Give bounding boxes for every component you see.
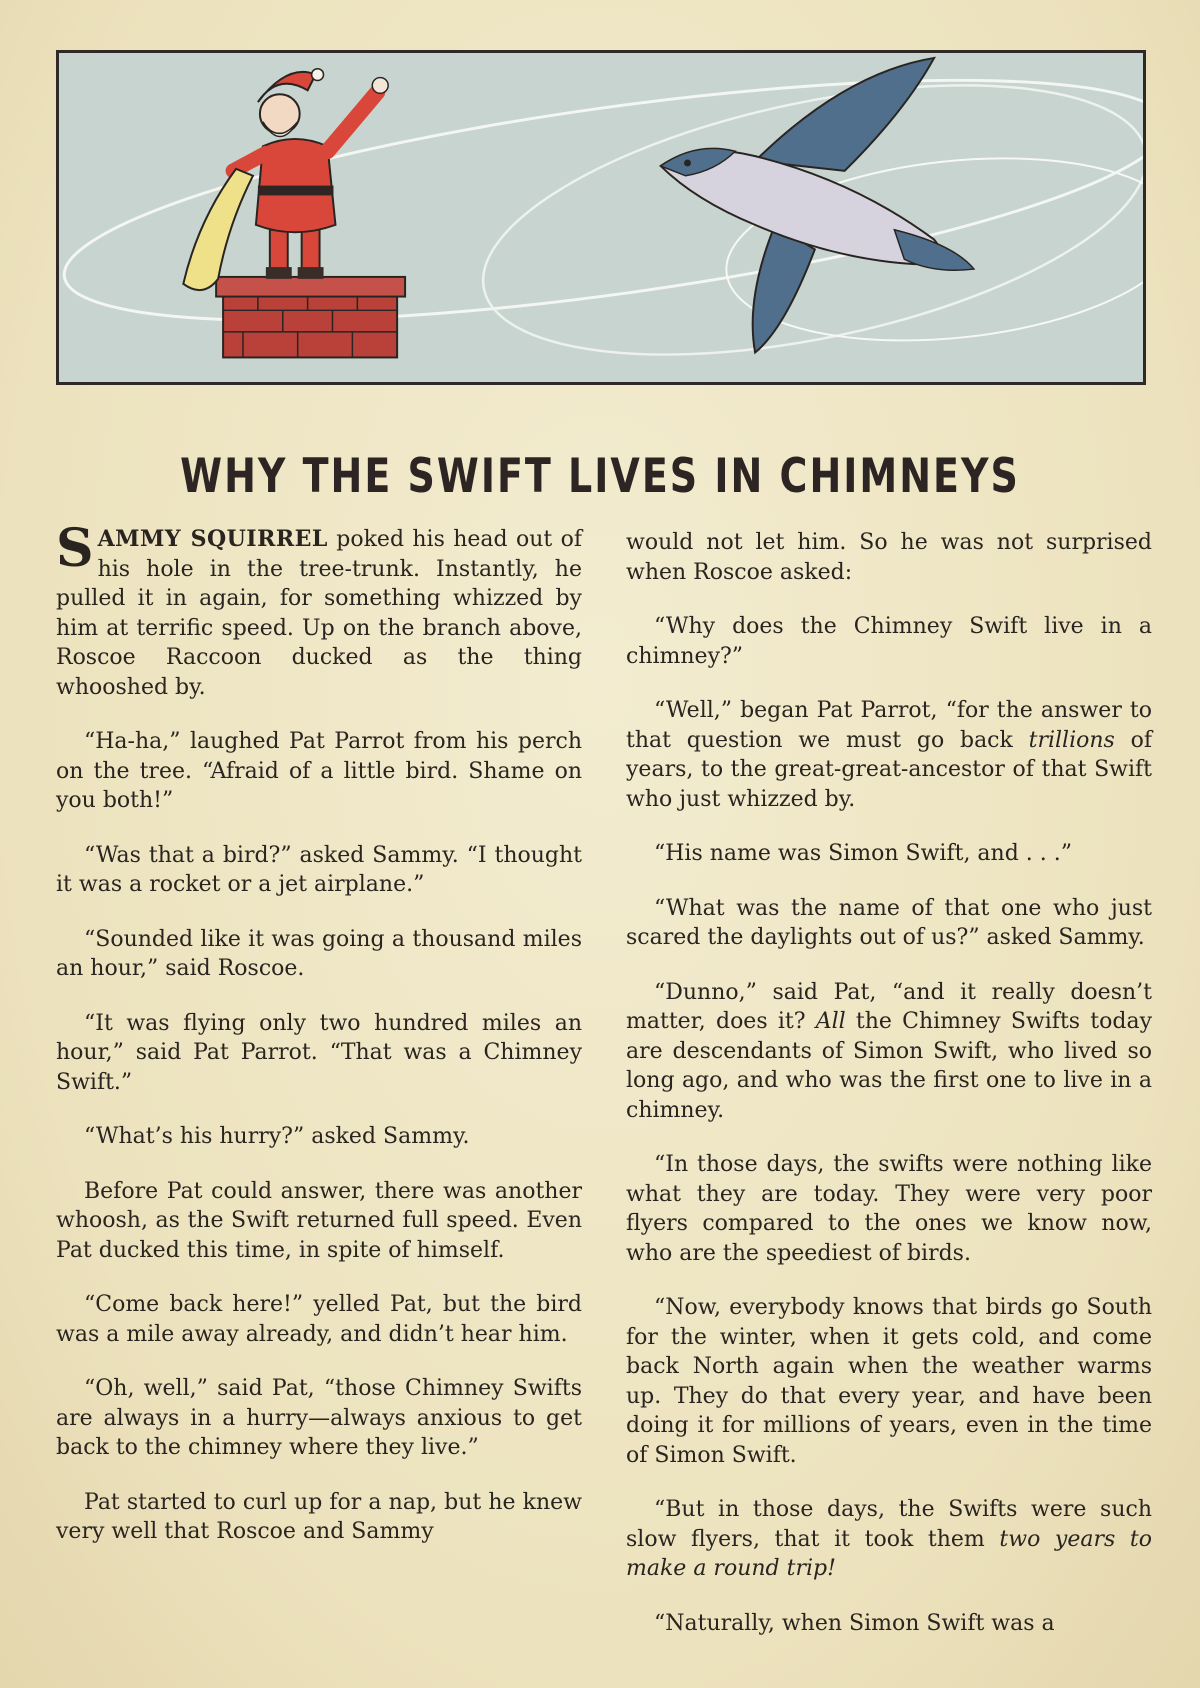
paragraph-text: of years, to the great-great-ancestor of that Swift who just whizzed by. — [626, 727, 1152, 812]
paragraph: “Sounded like it was going a thousand miles an hour,” said Roscoe. — [56, 926, 582, 981]
paragraph-text: “But in those days, the Swifts were such slow flyers, that it took them — [626, 1497, 1152, 1552]
paragraph — [626, 1495, 1152, 1584]
paragraph: “What was the name of that one who just scared the daylights out of us?” asked Sammy. — [626, 895, 1152, 950]
header-illustration — [56, 50, 1146, 385]
paragraph: Pat started to curl up for a nap, but he knew very well that Roscoe and Sammy — [56, 1489, 582, 1544]
paragraph: “His name was Simon Swift, and . . .” — [654, 841, 1072, 866]
paragraph-text: poked his head out of his hole in the tree-trunk. Instantly, he pulled it in again, for something whizzed by him at terrific speed. Up on the branch above, Roscoe Raccoon ducked as the thing whooshed by. — [56, 527, 582, 700]
paragraph: “It was flying only two hundred miles an hour,” said Pat Parrot. “That was a Chimney Swift.” — [56, 1010, 582, 1095]
paragraph: would not let him. So he was not surprised when Roscoe asked: — [626, 530, 1152, 585]
paragraph: Before Pat could answer, there was another whoosh, as the Swift returned full speed. Even Pat ducked this time, in spite of himself. — [56, 1178, 582, 1263]
emphasis-text: two years to make a round trip! — [626, 1526, 1152, 1581]
paragraph: “Why does the Chimney Swift live in a chimney?” — [626, 614, 1152, 669]
paragraph — [626, 978, 1152, 1126]
paragraph: “Was that a bird?” asked Sammy. “I thought it was a rocket or a jet airplane.” — [56, 842, 582, 897]
paragraph: “What’s his hurry?” asked Sammy. — [84, 1124, 470, 1149]
right-column — [626, 528, 1152, 1663]
paragraph: “In those days, the swifts were nothing like what they are today. They were very poor flyers compared to the ones we know now, who are the speediest of birds. — [626, 1152, 1152, 1266]
paragraph: “Naturally, when Simon Swift was a — [654, 1610, 1055, 1636]
emphasis-text: trillions — [1028, 727, 1115, 753]
paragraph-text: “Well,” began Pat Parrot, “for the answer to that question we must go back — [626, 698, 1152, 753]
swift-bird-icon — [661, 58, 974, 353]
left-column — [56, 518, 582, 1572]
illustration-svg — [59, 53, 1143, 382]
story-title: WHY THE SWIFT LIVES IN CHIMNEYS — [180, 448, 1020, 503]
emphasis-text: All — [815, 1009, 846, 1034]
paragraph: “Come back here!” yelled Pat, but the bird was a mile away already, and didn’t hear him. — [56, 1292, 582, 1347]
paragraph-text: the Chimney Swifts today are descendants of Simon Swift, who lived so long ago, and who was the first one to live in a chimney. — [626, 1009, 1152, 1123]
opening-small-caps: AMMY SQUIRREL — [97, 526, 328, 552]
santa-icon — [183, 69, 388, 290]
paragraph — [56, 518, 582, 702]
chimney-icon — [216, 277, 405, 358]
paragraph: “Oh, well,” said Pat, “those Chimney Swifts are always in a hurry—always anxious to get back to the chimney where they live.” — [56, 1376, 582, 1460]
paragraph-text: “Dunno,” said Pat, “and it really doesn’t matter, does it? — [626, 979, 1152, 1034]
paragraph — [626, 696, 1152, 814]
drop-cap: S — [56, 518, 94, 579]
paragraph: “Ha-ha,” laughed Pat Parrot from his perch on the tree. “Afraid of a little bird. Shame on you both!” — [56, 729, 582, 813]
paragraph: “Now, everybody knows that birds go South for the winter, when it gets cold, and come back North again when the weather warms up. They do that every year, and have been doing it for millions of years, even in the time of Simon Swift. — [626, 1295, 1152, 1468]
